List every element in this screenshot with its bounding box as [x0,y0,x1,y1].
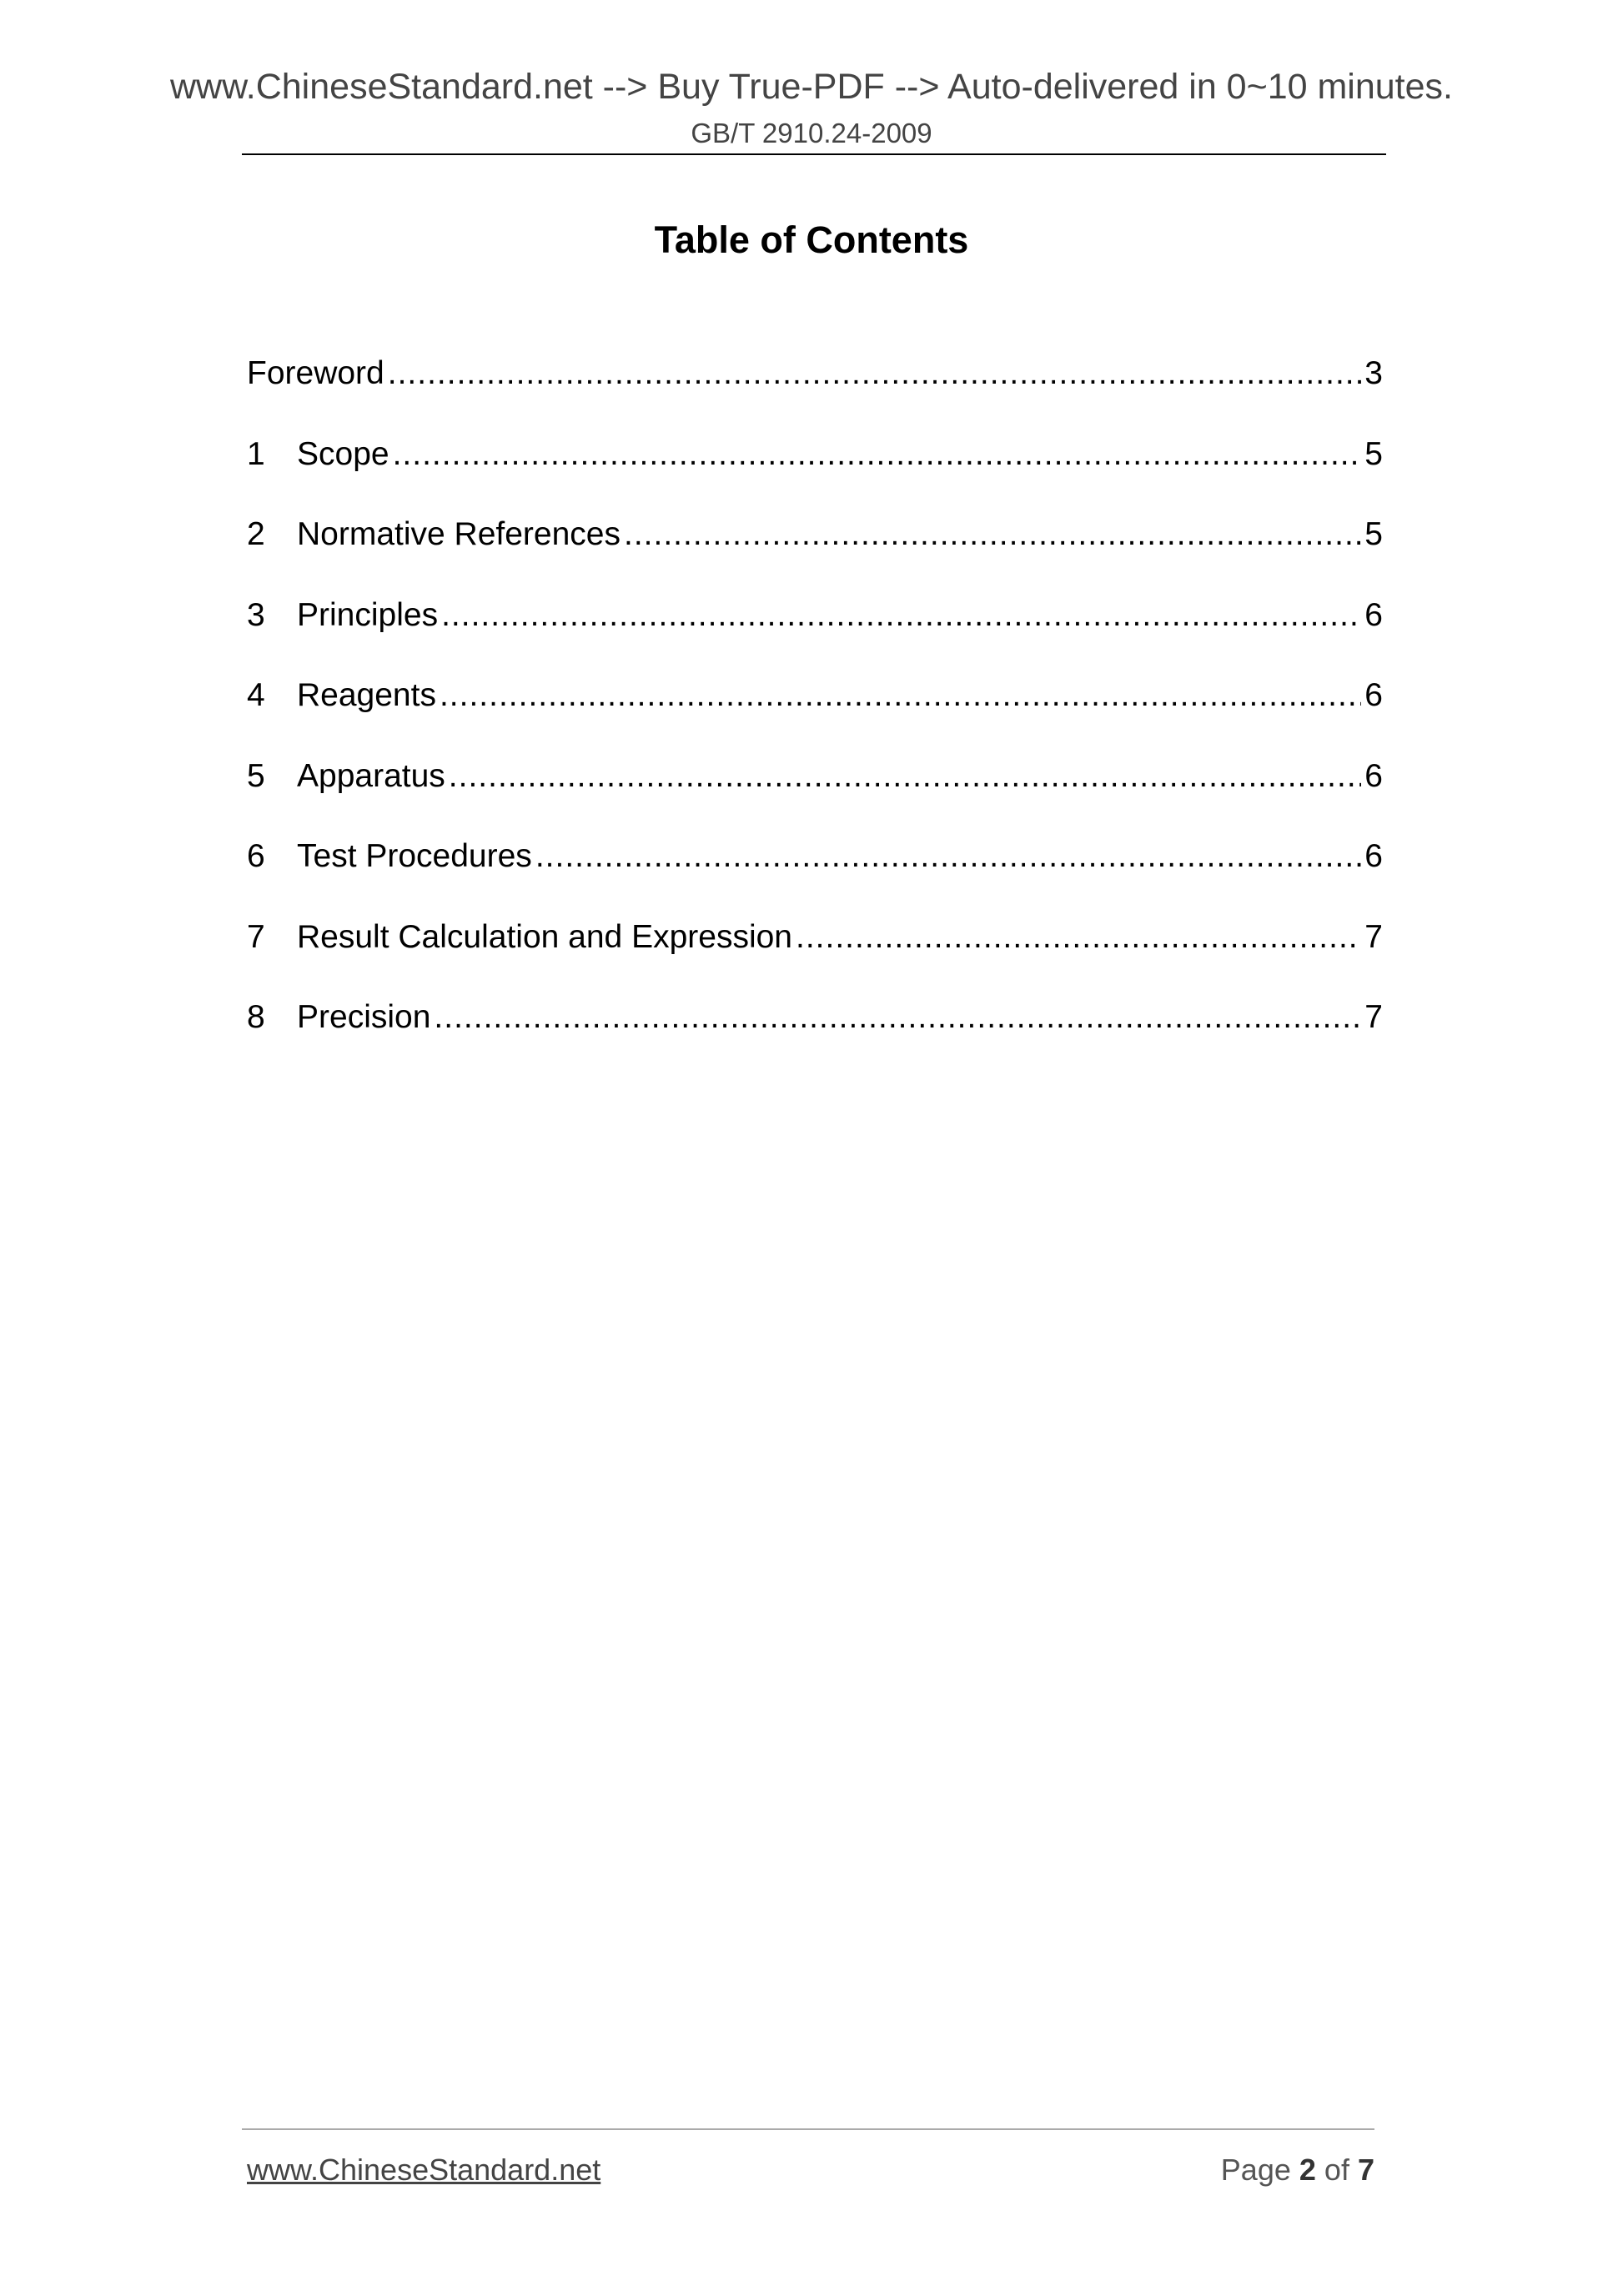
toc-entry-page: 5 [1364,516,1383,552]
toc-entry-page: 3 [1364,355,1383,391]
table-of-contents [247,350,1383,1075]
toc-entry-number: 2 [247,516,265,552]
toc-dot-leader [388,350,1362,397]
toc-entry-number: 3 [247,596,265,633]
toc-dot-leader [796,914,1361,961]
toc-entry-page: 6 [1364,677,1383,713]
toc-entry-page: 7 [1364,999,1383,1035]
toc-dot-leader [624,511,1361,558]
toc-entry-label: Precision [297,999,431,1035]
toc-dot-leader [434,994,1361,1041]
toc-dot-leader [535,833,1361,880]
standard-code: GB/T 2910.24-2009 [691,118,932,148]
toc-entry-number: 7 [247,918,265,955]
toc-entry-number: 8 [247,999,265,1035]
toc-entry-scope[interactable] [247,431,1383,512]
toc-dot-leader [441,592,1361,639]
toc-entry-label: Result Calculation and Expression [297,918,792,955]
toc-entry-page: 7 [1364,918,1383,955]
toc-entry-normative-references[interactable] [247,511,1383,592]
toc-dot-leader [393,431,1362,478]
current-page-number: 2 [1299,2153,1316,2187]
toc-entry-label: Apparatus [297,757,445,794]
toc-entry-number: 1 [247,435,265,472]
toc-entry-test-procedures[interactable] [247,833,1383,914]
toc-entry-label: Reagents [297,677,436,713]
page-indicator [1221,2150,1374,2190]
toc-title: Table of Contents [654,219,969,261]
toc-entry-result-calculation[interactable] [247,914,1383,995]
page-of-word: of [1324,2153,1349,2187]
toc-entry-reagents[interactable] [247,672,1383,753]
footer-divider [242,2128,1374,2130]
toc-entry-principles[interactable] [247,592,1383,673]
page-prefix: Page [1220,2153,1291,2187]
toc-entry-page: 5 [1364,435,1383,472]
toc-entry-foreword[interactable] [247,350,1383,431]
toc-entry-label: Scope [297,435,389,472]
toc-dot-leader [449,753,1362,800]
toc-entry-number: 6 [247,838,265,874]
toc-entry-number: 5 [247,757,265,794]
toc-entry-number: 4 [247,677,265,713]
toc-entry-label: Normative References [297,516,621,552]
header-divider [242,153,1386,155]
toc-entry-label: Test Procedures [297,838,532,874]
footer-site-link[interactable]: www.ChineseStandard.net [247,2153,601,2187]
total-pages-number: 7 [1357,2153,1374,2187]
site-banner: www.ChineseStandard.net --> Buy True-PDF --> Auto-delivered in 0~10 minutes. [169,67,1453,107]
toc-dot-leader [440,672,1361,719]
toc-entry-page: 6 [1364,757,1383,794]
toc-entry-page: 6 [1364,838,1383,874]
toc-entry-label: Foreword [247,355,384,391]
toc-entry-label: Principles [297,596,439,633]
toc-entry-precision[interactable] [247,994,1383,1075]
toc-entry-page: 6 [1364,596,1383,633]
toc-entry-apparatus[interactable] [247,753,1383,834]
